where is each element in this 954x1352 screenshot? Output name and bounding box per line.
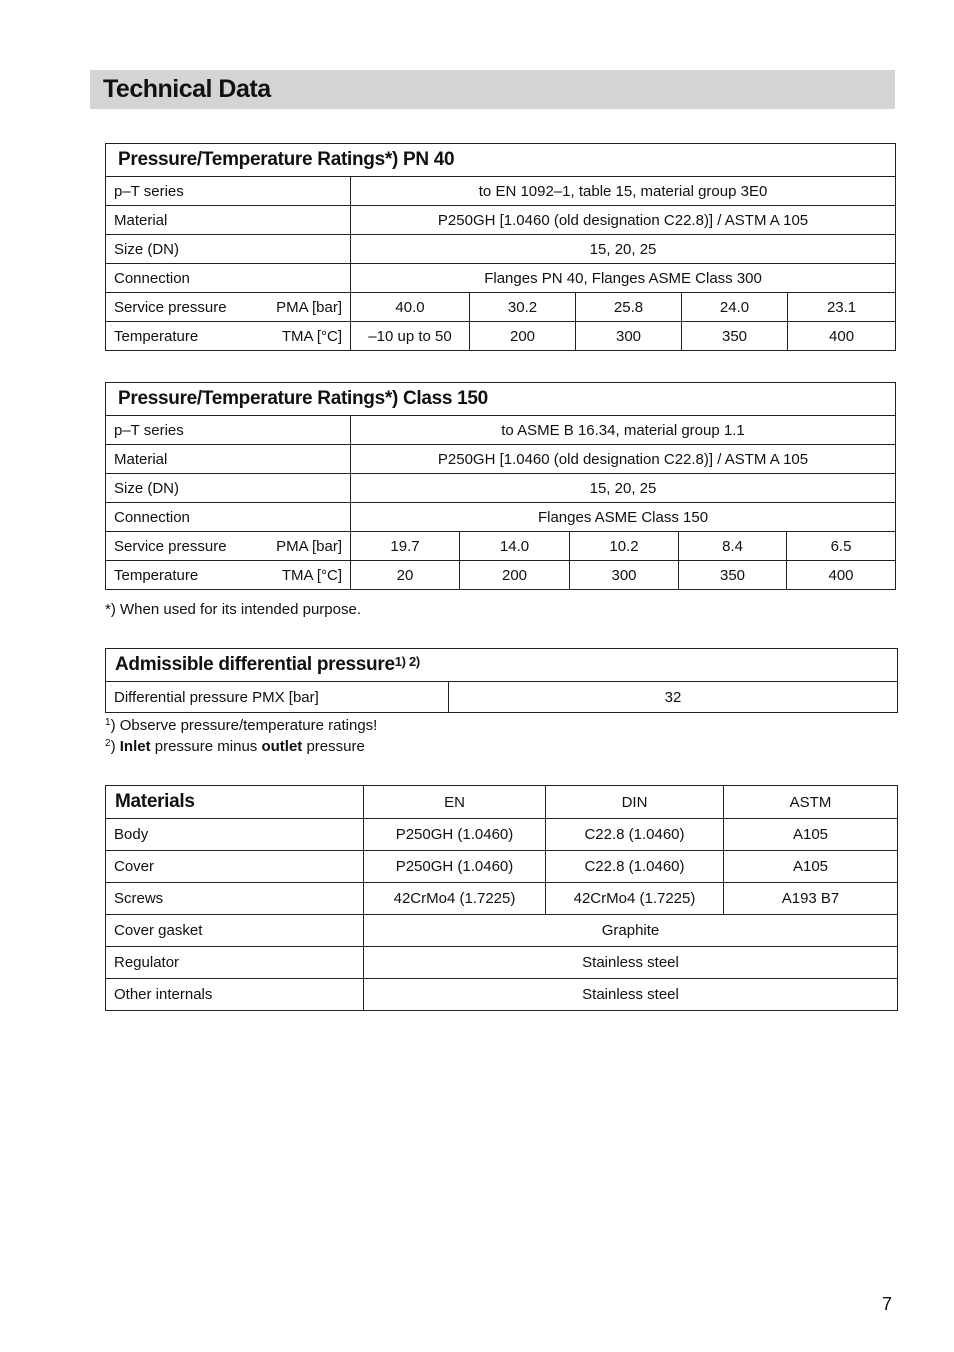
row-value: P250GH [1.0460 (old designation C22.8)] / ASTM A 105 — [351, 445, 896, 474]
table-row — [106, 177, 896, 206]
cell-din: 42CrMo4 (1.7225) — [546, 883, 724, 915]
row-value: P250GH [1.0460 (old designation C22.8)] / ASTM A 105 — [351, 206, 896, 235]
pressure-value: 24.0 — [682, 293, 788, 322]
pn40-heading: Pressure/Temperature Ratings*) PN 40 — [106, 144, 896, 177]
row-label: Cover — [106, 851, 364, 883]
row-label: Other internals — [106, 979, 364, 1011]
row-label: Screws — [106, 883, 364, 915]
row-label: Size (DN) — [106, 474, 351, 503]
pressure-value: 40.0 — [351, 293, 470, 322]
differential-pressure-heading — [106, 649, 898, 682]
row-value: to EN 1092–1, table 15, material group 3E0 — [351, 177, 896, 206]
table-row — [106, 947, 898, 979]
cell-din: C22.8 (1.0460) — [546, 851, 724, 883]
temperature-value: 200 — [470, 322, 576, 351]
table-row — [106, 445, 896, 474]
temperature-value: 350 — [679, 561, 787, 590]
cell-astm: A193 B7 — [724, 883, 898, 915]
footnote-outlet: outlet — [261, 738, 303, 755]
row-label: p–T series — [106, 416, 351, 445]
differential-pressure-table — [105, 648, 898, 713]
service-pressure-cell — [106, 532, 351, 561]
pressure-value: 19.7 — [351, 532, 460, 561]
footnote-refs: 1) 2) — [394, 654, 420, 669]
pma-unit: PMA [bar] — [276, 298, 342, 316]
class150-heading: Pressure/Temperature Ratings*) Class 150 — [106, 383, 896, 416]
service-pressure-cell — [106, 293, 351, 322]
footnote-1 — [105, 717, 377, 734]
row-value: 15, 20, 25 — [351, 474, 896, 503]
row-label: p–T series — [106, 177, 351, 206]
table-row — [106, 206, 896, 235]
temperature-row — [106, 561, 896, 590]
temperature-label: Temperature — [114, 327, 199, 345]
class150-ratings-table — [105, 382, 896, 590]
cell-en: 42CrMo4 (1.7225) — [364, 883, 546, 915]
tma-unit: TMA [°C] — [281, 327, 342, 345]
service-pressure-row — [106, 293, 896, 322]
merged-value: Stainless steel — [364, 947, 898, 979]
cell-astm: A105 — [724, 819, 898, 851]
row-label: Connection — [106, 264, 351, 293]
temperature-value: 400 — [788, 322, 896, 351]
tma-unit: TMA [°C] — [281, 566, 342, 584]
table-row — [106, 851, 898, 883]
row-value: Flanges PN 40, Flanges ASME Class 300 — [351, 264, 896, 293]
pressure-value: 10.2 — [570, 532, 679, 561]
table-row — [106, 416, 896, 445]
row-label: Material — [106, 206, 351, 235]
row-value: Flanges ASME Class 150 — [351, 503, 896, 532]
merged-value: Graphite — [364, 915, 898, 947]
pressure-value: 30.2 — [470, 293, 576, 322]
row-label: Regulator — [106, 947, 364, 979]
table-row — [106, 682, 898, 713]
service-pressure-row — [106, 532, 896, 561]
pressure-value: 14.0 — [460, 532, 570, 561]
footnote-inlet: Inlet — [119, 738, 151, 755]
temperature-value: 200 — [460, 561, 570, 590]
column-header-en: EN — [364, 786, 546, 819]
row-label: Material — [106, 445, 351, 474]
footnote-2 — [105, 738, 365, 755]
intended-purpose-footnote: *) When used for its intended purpose. — [105, 601, 361, 618]
materials-table — [105, 785, 898, 1011]
temperature-value: 300 — [576, 322, 682, 351]
table-row — [106, 235, 896, 264]
temperature-label: Temperature — [114, 566, 199, 584]
row-label: Connection — [106, 503, 351, 532]
temperature-value: –10 up to 50 — [351, 322, 470, 351]
table-row — [106, 503, 896, 532]
page-title: Technical Data — [103, 75, 271, 103]
table-row — [106, 264, 896, 293]
pma-unit: PMA [bar] — [276, 537, 342, 555]
temperature-value: 300 — [570, 561, 679, 590]
temperature-cell — [106, 322, 351, 351]
merged-value: Stainless steel — [364, 979, 898, 1011]
row-value: to ASME B 16.34, material group 1.1 — [351, 416, 896, 445]
materials-heading: Materials — [106, 786, 364, 819]
differential-pressure-heading-text: Admissible differential pressure — [115, 654, 395, 675]
cell-en: P250GH (1.0460) — [364, 819, 546, 851]
pn40-ratings-table — [105, 143, 896, 351]
row-label: Cover gasket — [106, 915, 364, 947]
row-value: 15, 20, 25 — [351, 235, 896, 264]
cell-din: C22.8 (1.0460) — [546, 819, 724, 851]
footnote-text: ) Observe pressure/temperature ratings! — [110, 717, 378, 734]
pressure-value: 6.5 — [787, 532, 896, 561]
differential-pressure-label: Differential pressure PMX [bar] — [106, 682, 449, 713]
materials-header-row — [106, 786, 898, 819]
pressure-value: 8.4 — [679, 532, 787, 561]
temperature-value: 400 — [787, 561, 896, 590]
row-label: Body — [106, 819, 364, 851]
footnote-text: pressure — [302, 738, 365, 755]
service-pressure-label: Service pressure — [114, 537, 227, 555]
column-header-astm: ASTM — [724, 786, 898, 819]
footnote-text: pressure minus — [150, 738, 262, 755]
footnote-mark: 2 — [105, 738, 111, 749]
temperature-cell — [106, 561, 351, 590]
table-row — [106, 883, 898, 915]
footnote-mark: 1 — [105, 717, 111, 728]
table-row — [106, 819, 898, 851]
pressure-value: 25.8 — [576, 293, 682, 322]
differential-pressure-value: 32 — [449, 682, 898, 713]
section-title-bar — [90, 70, 895, 109]
temperature-value: 350 — [682, 322, 788, 351]
row-label: Size (DN) — [106, 235, 351, 264]
temperature-row — [106, 322, 896, 351]
page-number: 7 — [882, 1294, 893, 1314]
table-row — [106, 915, 898, 947]
table-row — [106, 474, 896, 503]
footnote-text: ) — [110, 738, 120, 755]
column-header-din: DIN — [546, 786, 724, 819]
cell-astm: A105 — [724, 851, 898, 883]
temperature-value: 20 — [351, 561, 460, 590]
pressure-value: 23.1 — [788, 293, 896, 322]
cell-en: P250GH (1.0460) — [364, 851, 546, 883]
table-row — [106, 979, 898, 1011]
service-pressure-label: Service pressure — [114, 298, 227, 316]
